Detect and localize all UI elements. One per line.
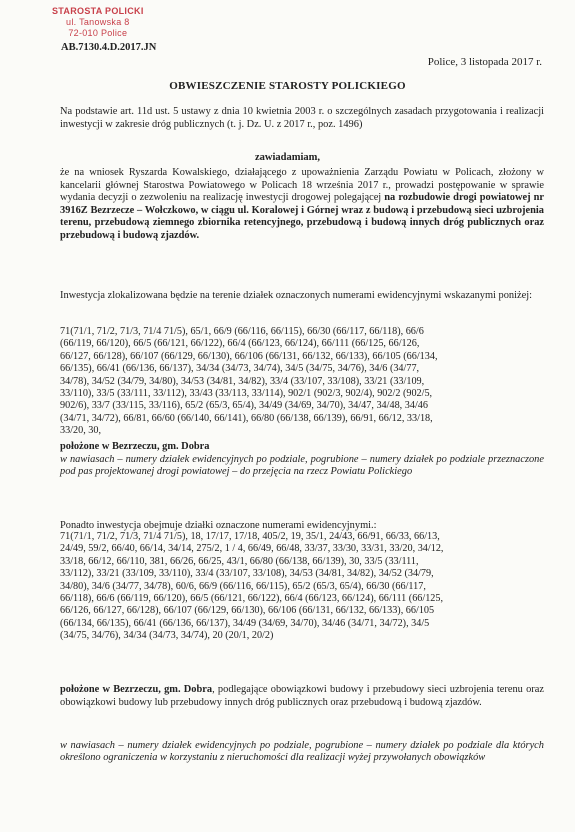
parcel-list-line: 33/18, 66/12, 66/110, 381, 66/26, 66/25, 43/1, 66/80 (66/138, 66/139), 30, 33/5 (33/111, [60,555,419,567]
parcel-list-line: (34/71, 34/72), 66/81, 66/60 (66/140, 66/141), 66/80 (66/138, 66/139), 66/91, 66/12, 33/18, [60,412,433,424]
parcel-list-line: 34/78), 34/52 (34/79, 34/80), 34/53 (34/81, 34/82), 33/4 (33/107, 33/108), 33/21 (33/109, [60,375,425,387]
parcel-list-line: 33/112), 33/21 (33/109, 33/110), 33/4 (33/107, 33/108), 34/53 (34/81, 34/82), 34/52 (34/79, [60,568,434,580]
document-date: Police, 3 listopada 2017 r. [427,56,542,68]
parcel-list-line: (66/119, 66/120), 66/5 (66/121, 66/122), 66/4 (66/123, 66/124), 66/111 (66/125, 66/126, [60,338,420,350]
parcel-list-line: (34/75, 34/76), 34/34 (34/73, 34/74), 20 (20/1, 20/2) [60,630,274,642]
body-paragraph [60,167,544,243]
stamp-line-2: ul. Tanowska 8 [66,17,130,27]
parcel-list-line: 66/118), 66/6 (66/119, 66/120), 66/5 (66/121, 66/122), 66/4 (66/123, 66/124), 66/111 (66/125, [60,593,444,605]
location-2-bold: położone w Bezrzeczu, gm. Dobra [60,684,213,695]
parcel-list-line: 71(71/1, 71/2, 71/3, 71/4 71/5), 65/1, 66/9 (66/116, 66/115), 66/30 (66/117, 66/118), 66/6 [60,326,424,337]
section1-intro: Inwestycja zlokalizowana będzie na terenie działek oznaczonych numerami ewidencyjnymi wskazanymi poniżej: [60,290,532,301]
stamp-line-1: STAROSTA POLICKI [52,6,144,16]
parcel-list-line: (66/134, 66/135), 66/41 (66/136, 66/137), 34/49 (34/69, 34/70), 34/46 (34/71, 34/72), 34/5 [60,617,430,629]
stamp-line-3: 72-010 Police [68,28,128,38]
parcel-list-line: 34/80), 34/6 (34/77, 34/78), 60/6, 66/9 (66/116, 66/115), 65/2 (65/3, 65/4), 66/30 (66/117, [60,580,426,592]
document-number: AB.7130.4.D.2017.JN [61,42,157,53]
note-1: w nawiasach – numery działek ewidencyjnych po podziale, pogrubione – numery działek po podziale przeznaczone pod pas projektowanej drogi powiatowej – do przejęcia na rzecz Powiatu Polickiego [60,454,544,478]
location-2-text: , podlegające obowiązkowi budowy i przebudowy sieci uzbrojenia terenu oraz obowiązkowi budowy lub przebudowy innych dróg publicznych oraz przebudową i budową zjazdów. [60,684,544,708]
location-2-paragraph [60,683,544,709]
parcel-list-line: 71(71/1, 71/2, 71/3, 71/4 71/5), 18, 17/17, 17/18, 405/2, 19, 35/1, 24/43, 66/91, 66/33, 66/13, [60,531,440,542]
parcel-list-line: 33/110), 33/5 (33/111, 33/112), 33/43 (33/113, 33/114), 902/1 (902/3, 902/4), 902/2 (902/5, [60,388,433,400]
body-text: że na wniosek Ryszarda Kowalskiego, działającego z upoważnienia Zarządu Powiatu w Policach, złożony w kancelarii głównej Starostwa Powiatowego w Policach 18 września 2017 r., prowadzi postępowanie w sprawie wydania decyzji o zezwoleniu na realizację inwestycji drogowej polegającej [60,167,544,204]
parcel-list-2 [60,531,543,643]
parcel-list-line: 66/135), 66/41 (66/136, 66/137), 34/34 (34/73, 34/74), 34/5 (34/75, 34/76), 34/6 (34/77, [60,363,420,375]
intro-paragraph: Na podstawie art. 11d ust. 5 ustawy z dnia 10 kwietnia 2003 r. o szczególnych zasadach przygotowania i realizacji inwestycji w zakresie dróg publicznych (t. j. Dz. U. z 2017 r., poz. 1496) [60,106,544,130]
parcel-list-line: 24/49, 59/2, 66/40, 66/14, 34/14, 275/2, 1 / 4, 66/49, 66/48, 33/37, 33/30, 33/31, 33/20, 34/12, [60,543,444,555]
parcel-list-line: 33/20, 30, [60,425,102,437]
note-2: w nawiasach – numery działek ewidencyjnych po podziale, pogrubione – numery działek po podziale dla których określono ograniczenia w korzystaniu z nieruchomości dla realizacji wyżej przywołanych obowiązków [60,740,544,764]
parcel-list-line: 66/127, 66/128), 66/107 (66/129, 66/130), 66/106 (66/131, 66/132, 66/133), 66/105 (66/134, [60,350,438,362]
office-stamp [52,6,144,39]
document-title: OBWIESZCZENIE STAROSTY POLICKIEGO [169,80,406,92]
parcel-list-1 [60,326,543,438]
location-1: położone w Bezrzeczu, gm. Dobra [60,441,210,452]
section2-intro: Ponadto inwestycja obejmuje działki oznaczone numerami ewidencyjnymi.: [60,520,377,531]
announce-word: zawiadamiam, [254,152,321,163]
parcel-list-line: 66/126, 66/127, 66/128), 66/107 (66/129, 66/130), 66/106 (66/131, 66/132, 66/133), 66/105 [60,605,435,617]
parcel-list-line: 902/6), 33/7 (33/115, 33/116), 65/2 (65/3, 65/4), 34/49 (34/69, 34/70), 34/47, 34/48, 34/46 [60,400,428,412]
body-bold-text: na rozbudowie drogi powiatowej nr 3916Z Bezrzecze – Wołczkowo, w ciągu ul. Koralowej i Górnej wraz z budową i przebudową sieci uzbrojenia terenu, przebudową ziemnego zbiornika retencyjnego, przebudową i budową innych dróg publicznych oraz przebudową i budową zjazdów. [60,192,544,241]
